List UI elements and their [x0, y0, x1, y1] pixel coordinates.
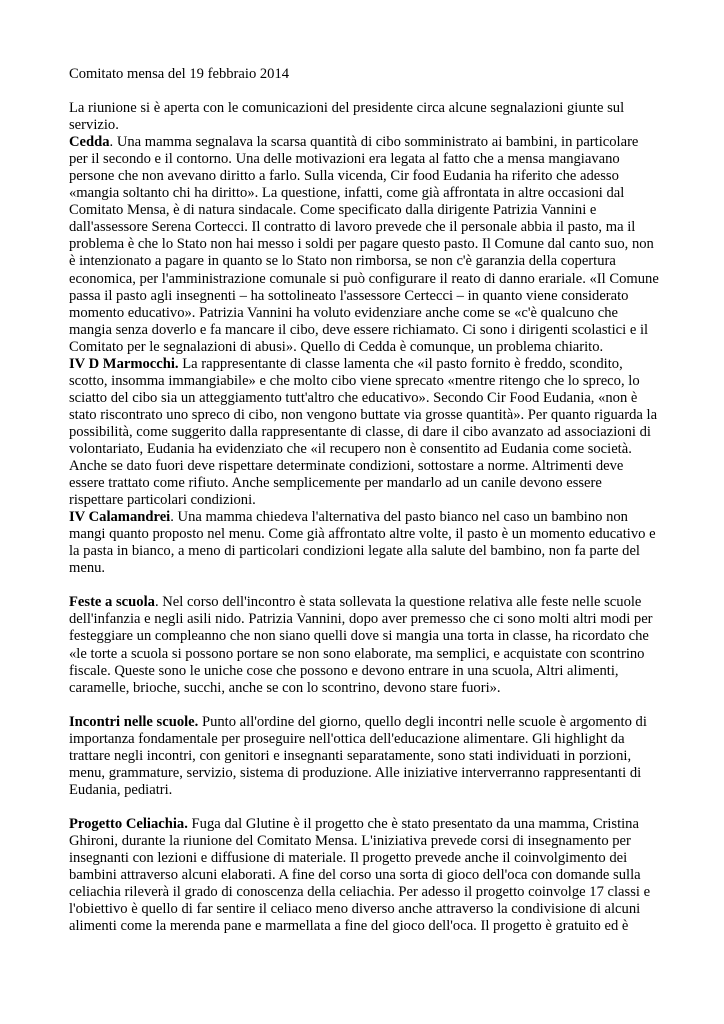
section-heading: Incontri nelle scuole. — [69, 713, 199, 730]
intro-paragraph: La riunione si è aperta con le comunicazioni del presidente circa alcune segnalazioni giunte sul servizio. — [69, 100, 625, 134]
document-title: Comitato mensa del 19 febbraio 2014 — [69, 66, 290, 82]
section-heading: Progetto Celiachia. — [69, 815, 188, 832]
section-incontri-nelle-scuole — [69, 714, 659, 799]
section-body: Punto all'ordine del giorno, quello degli incontri nelle scuole è argomento di importanza fondamentale per proseguire nell'ottica dell'educazione alimentare. Gli highlight da trattare negli incontri, con genitori e insegnanti separatamente, sono stati individuati in porzioni, menu, grammature, servizio, sistema di produzione. Alle iniziative interverranno rappresentanti di Eudania, pediatri. — [69, 713, 647, 798]
section-iv-calamandrei — [69, 509, 659, 577]
section-iv-d-marmocchi — [69, 356, 659, 509]
section-heading: IV Calamandrei — [69, 509, 171, 526]
section-feste-a-scuola — [69, 594, 659, 696]
section-heading: Feste a scuola — [69, 594, 155, 611]
section-body: . Una mamma segnalava la scarsa quantità di cibo somministrato ai bambini, in particolare per il secondo e il contorno. Una delle motivazioni era legata al fatto che a mensa mangiavano persone che non avevano diritto a farlo. Sulla vicenda, Cir food Eudania ha riferito che adesso «mangia soltanto chi ha diritto». La questione, infatti, come già affrontata in altre occasioni dal Comitato Mensa, è di natura sindacale. Come specificato dalla dirigente Patrizia Vannini e dall'assessore Serena Cortecci. Il contratto di lavoro prevede che il personale abbia il pasto, ma il problema è che lo Stato non hai messo i soldi per pagare questo pasto. Il Comune dal canto suo, non è intenzionato a pagare in quanto se lo Stato non rimborsa, se non c'è garanzia della copertura economica, per l'amministrazione comunale si può configurare il reato di danno erariale. «Il Comune passa il pasto agli insegnenti – ha sottolineato l'assessore Certecci – in quanto viene considerato momento educativo». Patrizia Vannini ha voluto evidenziare anche come se «c'è qualcuno che mangia senza doverlo e fa mancare il cibo, deve essere richiamato. Ci sono i dirigenti scolastici e il Comitato per le segnalazioni di abusi». Quello di Cedda è comunque, un problema chiarito. — [69, 134, 659, 355]
section-progetto-celiachia — [69, 816, 659, 935]
section-heading: IV D Marmocchi. — [69, 355, 179, 372]
section-cedda — [69, 134, 659, 356]
section-body: . Nel corso dell'incontro è stata sollevata la questione relativa alle feste nelle scuole dell'infanzia e negli asili nido. Patrizia Vannini, dopo aver premesso che ci sono molti altri modi per festeggiare un compleanno che non siano quelli dove si mangia una torta in classe, ha ricordato che «le torte a scuola si possono portare se non sono elaborate, ma semplici, e acquistate con scontrino fiscale. Queste sono le uniche cose che possono e devono entrare in una scuola, Altri alimenti, caramelle, brioche, succhi, anche se con lo scontrino, devono stare fuori». — [69, 594, 653, 696]
section-body: La rappresentante di classe lamenta che «il pasto fornito è freddo, scondito, scotto, insomma immangiabile» e che molto cibo viene sprecato «mentre ritengo che lo spreco, lo sciatto del cibo sia un atteggiamento tutt'altro che educativo». Secondo Cir Food Eudania, «non è stato riscontrato uno spreco di cibo, non vengono buttate via grosse quantità». Per quanto riguarda la possibilità, come suggerito dalla rappresentante di classe, di dare il cibo avanzato ad associazioni di volontariato, Eudania ha evidenziato che «il recupero non è consentito ad Eudania come società. Anche se dato fuori deve rispettare determinate condizioni, sottostare a norme. Altrimenti deve essere trattato come rifiuto. Anche semplicemente per mandarlo ad un canile devono essere rispettare particolari condizioni. — [69, 355, 658, 509]
section-heading: Cedda — [69, 134, 110, 151]
section-body: Fuga dal Glutine è il progetto che è stato presentato da una mamma, Cristina Ghironi, durante la riunione del Comitato Mensa. L'iniziativa prevede corsi di insegnamento per insegnanti con lezioni e diffusione di materiale. Il progetto prevede anche il coinvolgimento dei bambini attraverso alcuni elaborati. A fine del corso una sorta di gioco dell'oca con domande sulla celiachia rileverà il grado di conoscenza della celiachia. Per adesso il progetto coinvolge 17 classi e l'obiettivo è quello di far sentire il celiaco meno diverso anche attraverso la condivisione di alcuni alimenti come la merenda pane e marmellata a fine del gioco dell'oca. Il progetto è gratuito ed è — [69, 815, 651, 935]
document-page — [69, 66, 659, 935]
section-body: . Una mamma chiedeva l'alternativa del pasto bianco nel caso un bambino non mangi quanto proposto nel menu. Come già affrontato altre volte, il pasto è un momento educativo e la pasta in bianco, a meno di particolari condizioni legate alla salute del bambino, non fa parte del menu. — [69, 509, 656, 577]
